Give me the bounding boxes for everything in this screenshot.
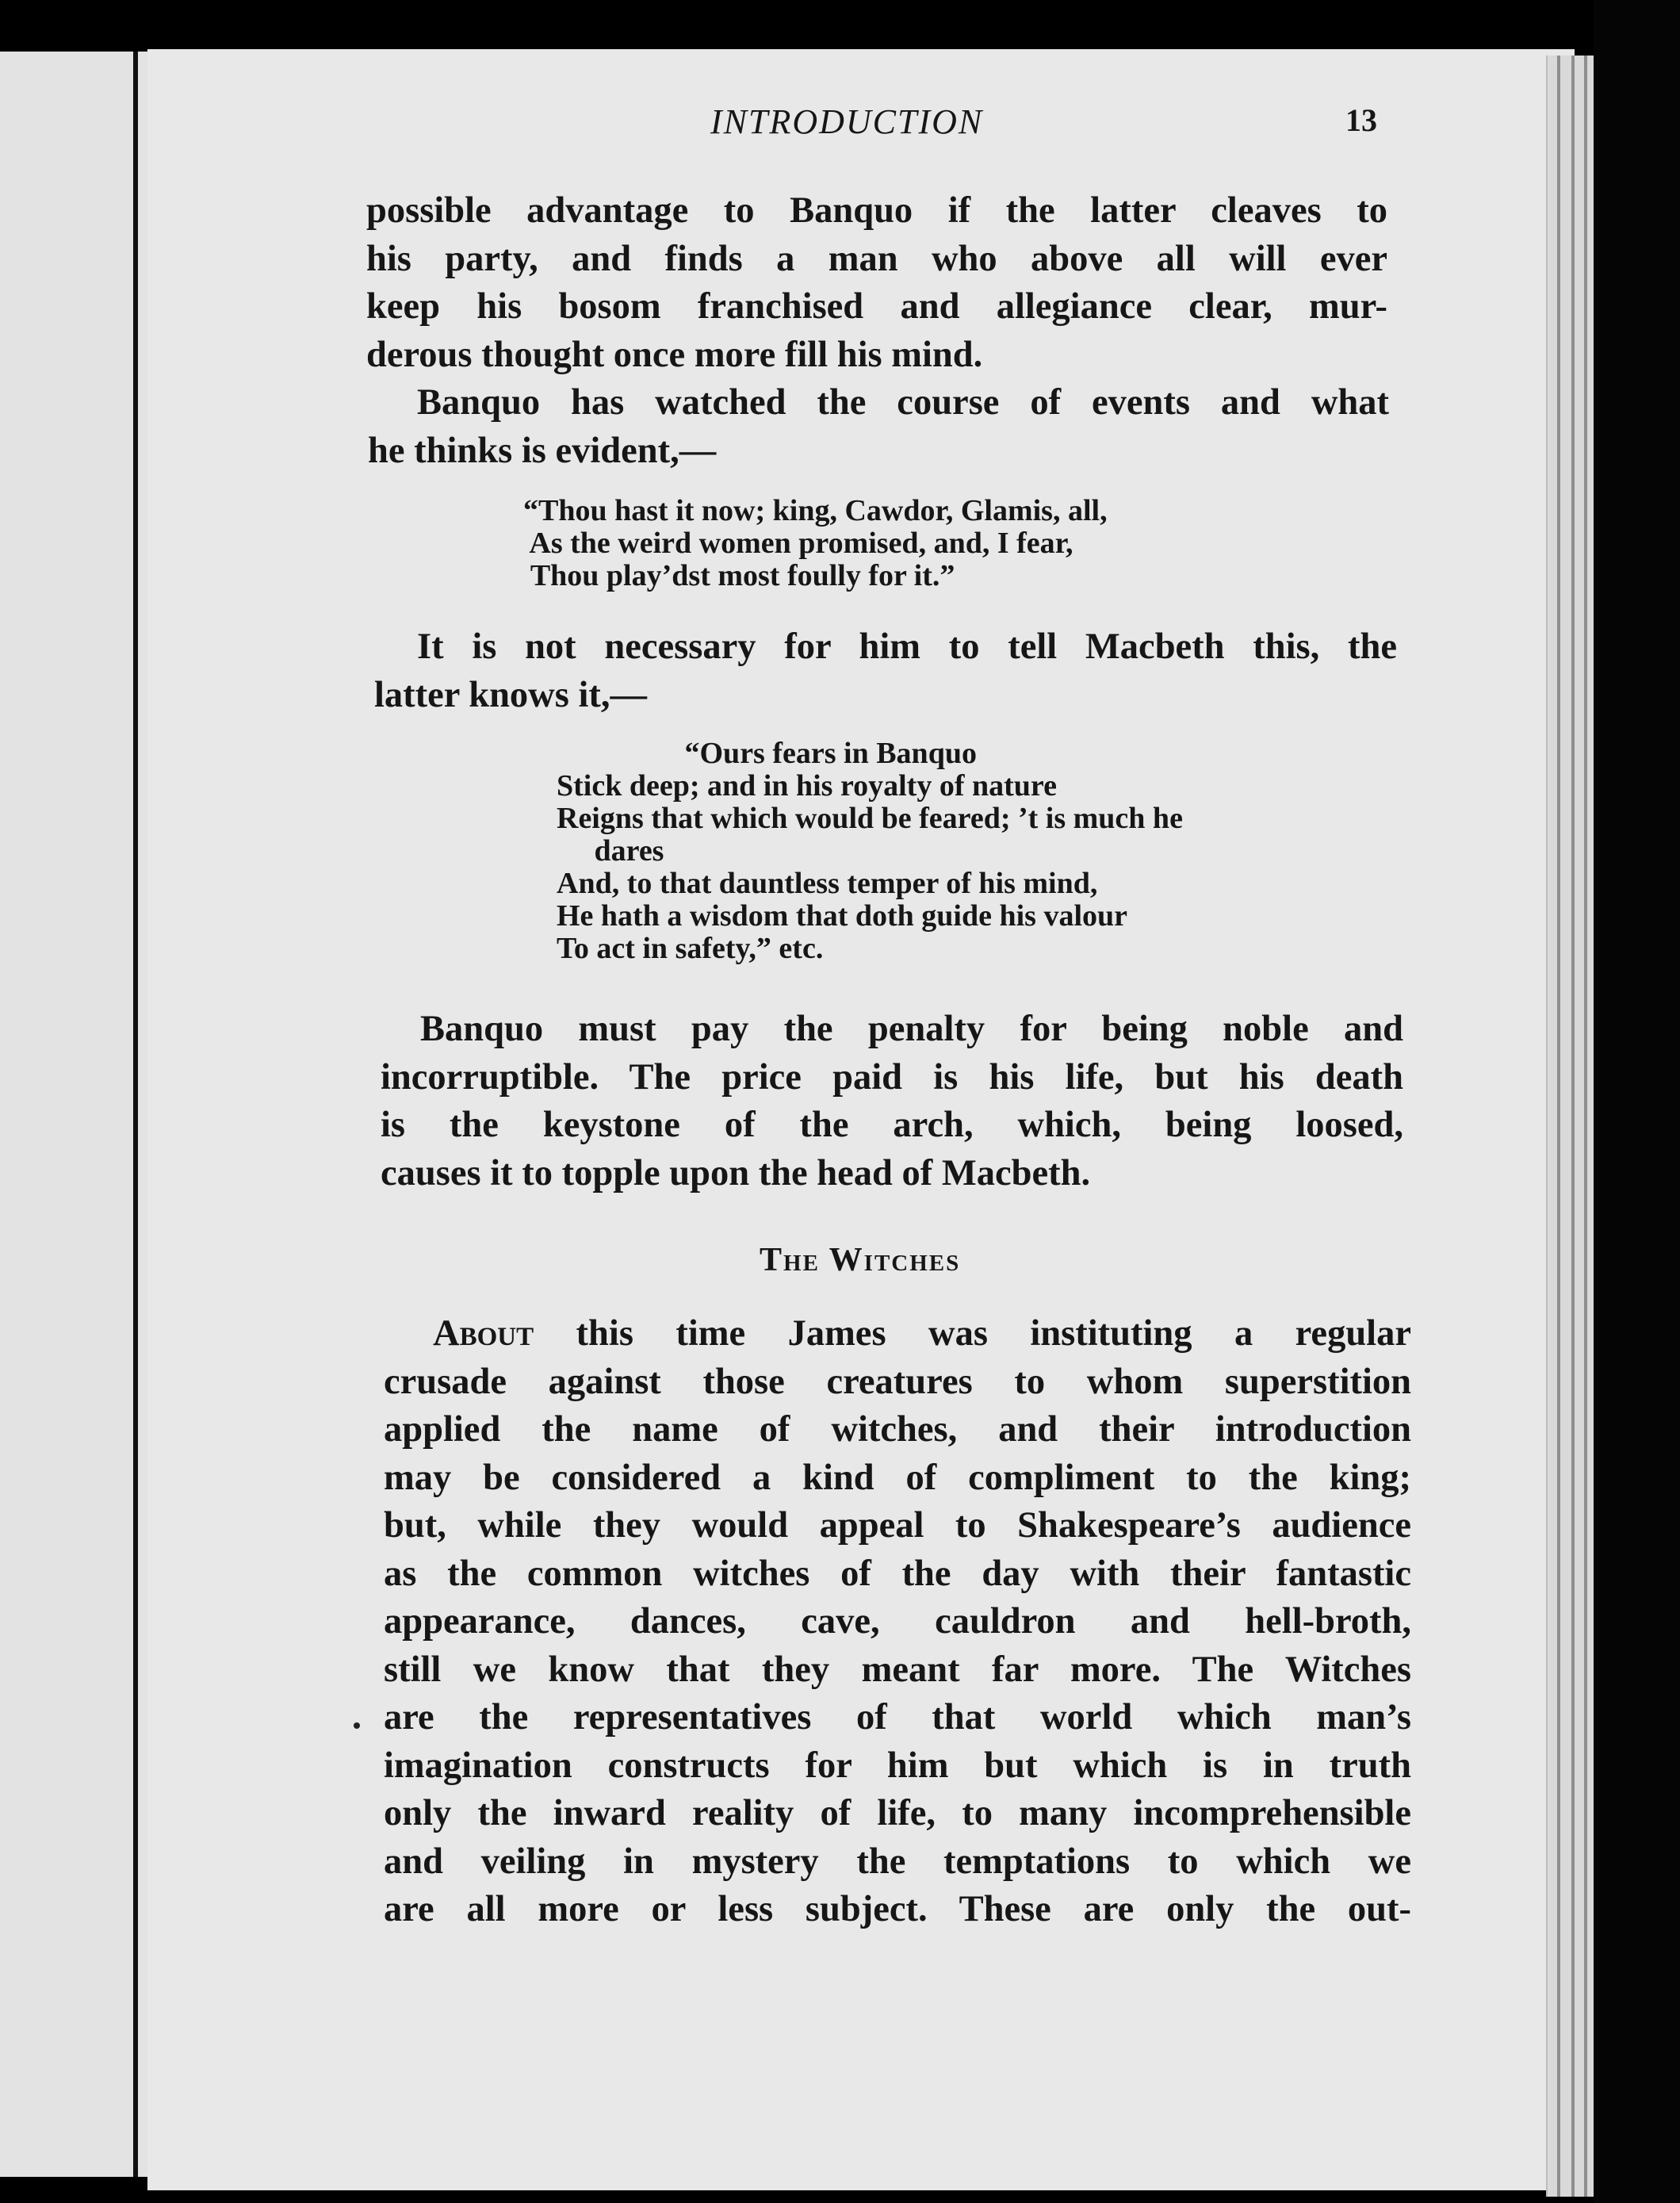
scan-background — [1594, 0, 1680, 2203]
paragraph — [374, 623, 1397, 719]
facing-page-edge — [0, 52, 150, 2177]
text-line: crusade against those creatures to whom superstition — [384, 1361, 1411, 1402]
text-line: appearance, dances, cave, cauldron and hell-broth, — [384, 1601, 1411, 1642]
text-line: are the representatives of that world which man’s — [384, 1697, 1411, 1737]
text-line: It is not necessary for him to tell Macbeth this, the — [417, 626, 1397, 667]
page-header — [0, 102, 1546, 149]
quote-line: To act in safety,” etc. — [557, 932, 824, 965]
page-edge-line — [1571, 56, 1575, 2197]
text-line: derous thought once more fill his mind. — [366, 334, 983, 375]
quote-line: He hath a wisdom that doth guide his valour — [557, 899, 1128, 933]
text-line: latter knows it,— — [374, 674, 648, 715]
quote-line: And, to that dauntless temper of his mind, — [557, 867, 1098, 900]
text-line: he thinks is evident,— — [368, 430, 717, 471]
text-line: only the inward reality of life, to many incomprehensible — [384, 1793, 1411, 1833]
quote-line: As the weird women promised, and, I fear, — [523, 527, 1073, 560]
page-edge-line — [1557, 56, 1560, 2197]
running-title: INTRODUCTION — [710, 102, 984, 141]
text-line: may be considered a kind of compliment to the king; — [384, 1457, 1411, 1498]
quote-line: dares — [557, 834, 664, 868]
text-line: keep his bosom franchised and allegiance clear, mur- — [366, 286, 1387, 327]
text-line: causes it to topple upon the head of Macbeth. — [381, 1152, 1091, 1193]
text-line: are all more or less subject. These are only the out- — [384, 1889, 1411, 1929]
text-line: is the keystone of the arch, which, being loosed, — [381, 1105, 1403, 1145]
text-fragment: this time James was instituting a regular — [534, 1313, 1411, 1354]
text-line: his party, and finds a man who above all will ever — [366, 238, 1387, 279]
text-line: applied the name of witches, and their introduction — [384, 1409, 1411, 1450]
text-line: imagination constructs for him but which is in truth — [384, 1745, 1411, 1786]
page-edge-line — [1584, 56, 1587, 2197]
lead-word: About — [433, 1313, 534, 1354]
text-line: still we know that they meant far more. The Witches — [384, 1649, 1411, 1690]
page-number: 13 — [1345, 102, 1377, 138]
quote-line: Stick deep; and in his royalty of nature — [557, 769, 1057, 803]
text-line: Banquo must pay the penalty for being noble and — [420, 1009, 1403, 1049]
quote-line: “Thou hast it now; king, Cawdor, Glamis, all, — [523, 494, 1108, 527]
block-quote — [557, 738, 1183, 965]
text-line: Banquo has watched the course of events and what — [417, 382, 1389, 423]
paragraph — [368, 379, 1389, 475]
text-line: incorruptible. The price paid is his life, but his death — [381, 1056, 1403, 1098]
paragraph — [384, 1310, 1411, 1934]
text-line — [384, 1310, 1411, 1358]
page-fore-edge — [1546, 56, 1595, 2197]
ink-speck — [354, 1722, 360, 1729]
paragraph-continuation — [366, 187, 1387, 379]
section-heading: The Witches — [760, 1242, 961, 1278]
paragraph — [381, 1006, 1403, 1197]
quote-line: Thou play’dst most foully for it.” — [523, 559, 955, 592]
text-line: possible advantage to Banquo if the latter cleaves to — [366, 190, 1387, 231]
quote-line: Reigns that which would be feared; ’t is much he — [557, 802, 1183, 835]
text-line: and veiling in mystery the temptations to which we — [384, 1841, 1411, 1882]
text-line: as the common witches of the day with their fantastic — [384, 1553, 1411, 1594]
block-quote — [523, 495, 1108, 592]
text-line: but, while they would appeal to Shakespeare’s audience — [384, 1505, 1411, 1546]
quote-line: “Ours fears in Banquo — [557, 737, 977, 770]
gutter-shadow — [133, 52, 138, 2177]
